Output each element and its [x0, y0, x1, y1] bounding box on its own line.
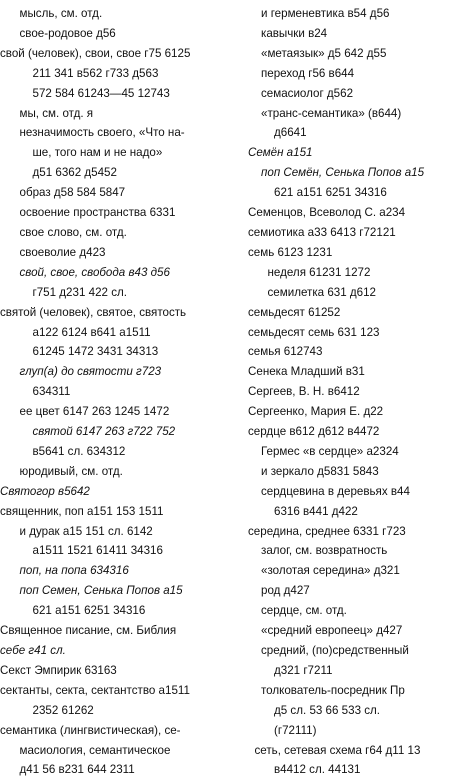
index-entry: а122 6124 в641 а1511: [32, 325, 151, 339]
index-entry: «золотая середина» д321: [261, 564, 400, 578]
index-entry: юродивый, см. отд.: [19, 464, 123, 478]
index-entry: поп Семен, Сенька Попов а15: [19, 584, 183, 598]
index-entry: мы, см. отд. я: [19, 106, 94, 120]
index-entry: семь 6123 1231: [248, 245, 333, 259]
index-entry: средний, (по)средственный: [261, 644, 409, 657]
index-entry: семантика (лингвистическая), се-: [0, 723, 181, 737]
index-entry: толкователь-посредник Пр: [261, 683, 405, 697]
index-entry: середина, среднее 6331 г723: [248, 524, 406, 538]
index-entry: переход г56 в644: [261, 66, 355, 80]
index-entry: в4412 сл. 44131: [274, 763, 361, 777]
index-entry: г751 д231 422 сл.: [32, 285, 127, 299]
index-entry: сеть, сетевая схема г64 д11 13: [254, 743, 421, 757]
index-entry: свой (человек), свои, свое г75 6125: [0, 46, 191, 60]
index-entry: Святогор в5642: [0, 484, 90, 498]
index-entry: д51 6362 д5452: [32, 166, 117, 180]
index-entry: сердце, см. отд.: [261, 604, 347, 618]
index-entry: себе г41 сл.: [0, 644, 66, 657]
index-entry: д5 сл. 53 66 533 сл.: [274, 703, 381, 717]
index-entry: Священное писание, см. Библия: [0, 624, 177, 638]
index-entry: свое слово, см. отд.: [19, 225, 127, 239]
index-entry: «метаязык» д5 642 д55: [261, 46, 387, 60]
index-entry: семилетка 631 д612: [267, 285, 376, 299]
index-entry: д6641: [274, 126, 307, 140]
index-entry: святой 6147 263 г722 752: [32, 425, 176, 439]
index-entry: (г72111): [274, 723, 317, 737]
index-entry: Семён а151: [248, 146, 313, 160]
index-column-left: [0, 4, 236, 780]
index-entry: «средний европеец» д427: [261, 624, 403, 638]
index-entry: неделя 61231 1272: [267, 265, 371, 279]
index-entry: род д427: [261, 584, 310, 598]
index-entry: мысль, см. отд.: [19, 7, 103, 20]
index-entry: в5641 сл. 634312: [32, 444, 126, 458]
index-entry: масиология, семантическое: [19, 743, 171, 757]
index-entry: семьдесят семь 631 123: [248, 325, 380, 339]
index-entry: 61245 1472 3431 34313: [32, 345, 159, 359]
index-entry: сектанты, секта, сектантство а1511: [0, 683, 190, 697]
index-entry: ее цвет 6147 263 1245 1472: [19, 405, 170, 419]
index-entry: образ д58 584 5847: [19, 186, 126, 200]
index-entry: 621 а151 6251 34316: [274, 186, 387, 200]
index-entry: и зеркало д5831 5843: [261, 464, 379, 478]
index-entry: незначимость своего, «Что на-: [19, 126, 185, 140]
index-entry: Семенцов, Всеволод С. а234: [248, 206, 406, 220]
index-entry: Сенека Младший в31: [248, 365, 365, 379]
index-entry: поп, на попа 634316: [19, 564, 129, 578]
index-entry: ше, того нам и не надо»: [32, 146, 163, 160]
index-entry: поп Семён, Сенька Попов а15: [261, 166, 425, 180]
index-entry: семиотика а33 6413 г72121: [248, 225, 396, 239]
index-entry: 572 584 61243—45 12743: [32, 86, 170, 100]
index-entry: 6316 в441 д422: [274, 504, 358, 518]
index-entry: Секст Эмпирик 63163: [0, 663, 117, 677]
index-entry: своеволие д423: [19, 245, 106, 259]
index-entry: 621 а151 6251 34316: [32, 604, 146, 618]
index-entry: кавычки в24: [261, 26, 328, 40]
index-entry: а1511 1521 61411 34316: [32, 544, 163, 558]
index-entry: глуп(а) до святости г723: [19, 365, 162, 379]
index-entry: Сергеев, В. Н. в6412: [248, 385, 360, 399]
index-entry: 211 341 в562 г733 д563: [32, 66, 159, 80]
index-entry: освоение пространства 6331: [19, 206, 176, 220]
index-entry: «транс-семантика» (в644): [261, 106, 402, 120]
index-entry: свое-родовое д56: [19, 26, 116, 40]
index-entry: священник, поп а151 153 1511: [0, 504, 164, 518]
index-entry: сердцевина в деревьях в44: [261, 484, 410, 498]
index-entry: д321 г7211: [274, 663, 333, 677]
index-entry: Сергеенко, Мария Е. д22: [248, 405, 384, 419]
index-column-right: [248, 4, 453, 780]
index-entry: и дурак а15 151 сл. 6142: [19, 524, 153, 538]
index-entry: святой (человек), святое, святость: [0, 305, 187, 319]
index-entry: 2352 61262: [32, 703, 94, 717]
index-entry: семья 612743: [248, 345, 323, 359]
index-entry: и герменевтика в54 д56: [261, 7, 390, 20]
index-entry: семьдесят 61252: [248, 305, 341, 319]
index-entry: 634311: [32, 385, 71, 399]
index-entry: залог, см. возвратность: [261, 544, 388, 558]
index-entry: Гермес «в сердце» а2324: [261, 444, 399, 458]
index-entry: сердце в612 д612 в4472: [248, 425, 380, 439]
index-entry: семасиолог д562: [261, 86, 354, 100]
index-entry: д41 56 в231 644 2311: [19, 763, 135, 777]
index-entry: свой, свое, свобода в43 д56: [19, 265, 170, 279]
